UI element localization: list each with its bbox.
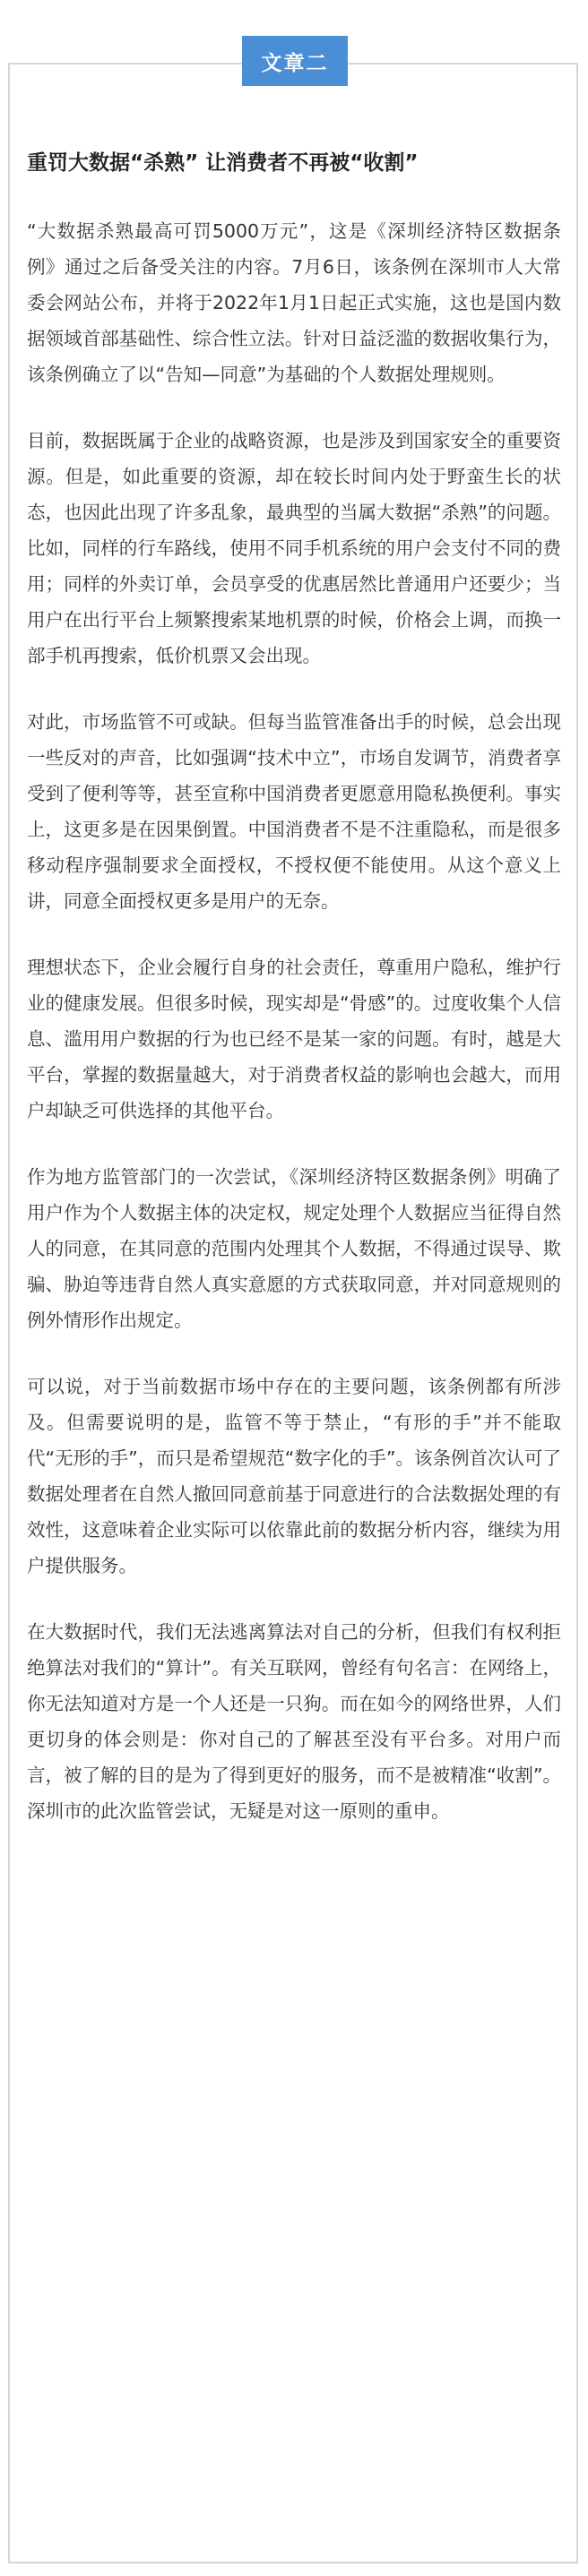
- article-paragraph-7: 在大数据时代，我们无法逃离算法对自己的分析，但我们有权利拒绝算法对我们的“算计”。有关互联网，曾经有句名言：在网络上，你无法知道对方是一个人还是一只狗。而在如今的网络世界，人们更切身的体会则是：你对自己的了解甚至没有平台多。对用户而言，被了解的目的是为了得到更好的服务，而不是被精准“收割”。深圳市的此次监管尝试，无疑是对这一原则的重申。: [27, 1621, 561, 1822]
- article-paragraph-2: 目前，数据既属于企业的战略资源，也是涉及到国家安全的重要资源。但是，如此重要的资源，却在较长时间内处于野蛮生长的状态，也因此出现了许多乱象，最典型的当属大数据“杀熟”的问题。比如，同样的行车路线，使用不同手机系统的用户会支付不同的费用；同样的外卖订单，会员享受的优惠居然比普通用户还要少；当用户在出行平台上频繁搜索某地机票的时候，价格会上调，而换一部手机再搜索，低价机票又会出现。: [27, 430, 561, 666]
- article-paragraph-6: 可以说，对于当前数据市场中存在的主要问题，该条例都有所涉及。但需要说明的是，监管不等于禁止，“有形的手”并不能取代“无形的手”，而只是希望规范“数字化的手”。该条例首次认可了数据处理者在自然人撤回同意前基于同意进行的合法数据处理的有效性，这意味着企业实际可以依靠此前的数据分析内容，继续为用户提供服务。: [27, 1376, 561, 1576]
- article-content: [27, 149, 561, 1859]
- article-paragraph-1: “大数据杀熟最高可罚5000万元”，这是《深圳经济特区数据条例》通过之后备受关注的内容。7月6日，该条例在深圳市人大常委会网站公布，并将于2022年1月1日起正式实施，这也是国内数据领域首部基础性、综合性立法。针对日益泛滥的数据收集行为，该条例确立了以“告知—同意”为基础的个人数据处理规则。: [27, 220, 561, 385]
- article-paragraph-3: 对此，市场监管不可或缺。但每当监管准备出手的时候，总会出现一些反对的声音，比如强调“技术中立”，市场自发调节，消费者享受到了便利等等，甚至宣称中国消费者更愿意用隐私换便利。事实上，这更多是在因果倒置。中国消费者不是不注重隐私，而是很多移动程序强制要求全面授权，不授权便不能使用。从这个意义上讲，同意全面授权更多是用户的无奈。: [27, 711, 561, 912]
- article-paragraph-5: 作为地方监管部门的一次尝试，《深圳经济特区数据条例》明确了用户作为个人数据主体的决定权，规定处理个人数据应当征得自然人的同意，在其同意的范围内处理其个人数据，不得通过误导、欺骗、胁迫等违背自然人真实意愿的方式获取同意，并对同意规则的例外情形作出规定。: [27, 1166, 561, 1331]
- article-tag: 文章二: [242, 36, 348, 86]
- article-title: 重罚大数据“杀熟” 让消费者不再被“收割”: [27, 151, 419, 175]
- article-paragraph-4: 理想状态下，企业会履行自身的社会责任，尊重用户隐私，维护行业的健康发展。但很多时候，现实却是“骨感”的。过度收集个人信息、滥用用户数据的行为也已经不是某一家的问题。有时，越是大平台，掌握的数据量越大，对于消费者权益的影响也会越大，而用户却缺乏可供选择的其他平台。: [27, 957, 561, 1121]
